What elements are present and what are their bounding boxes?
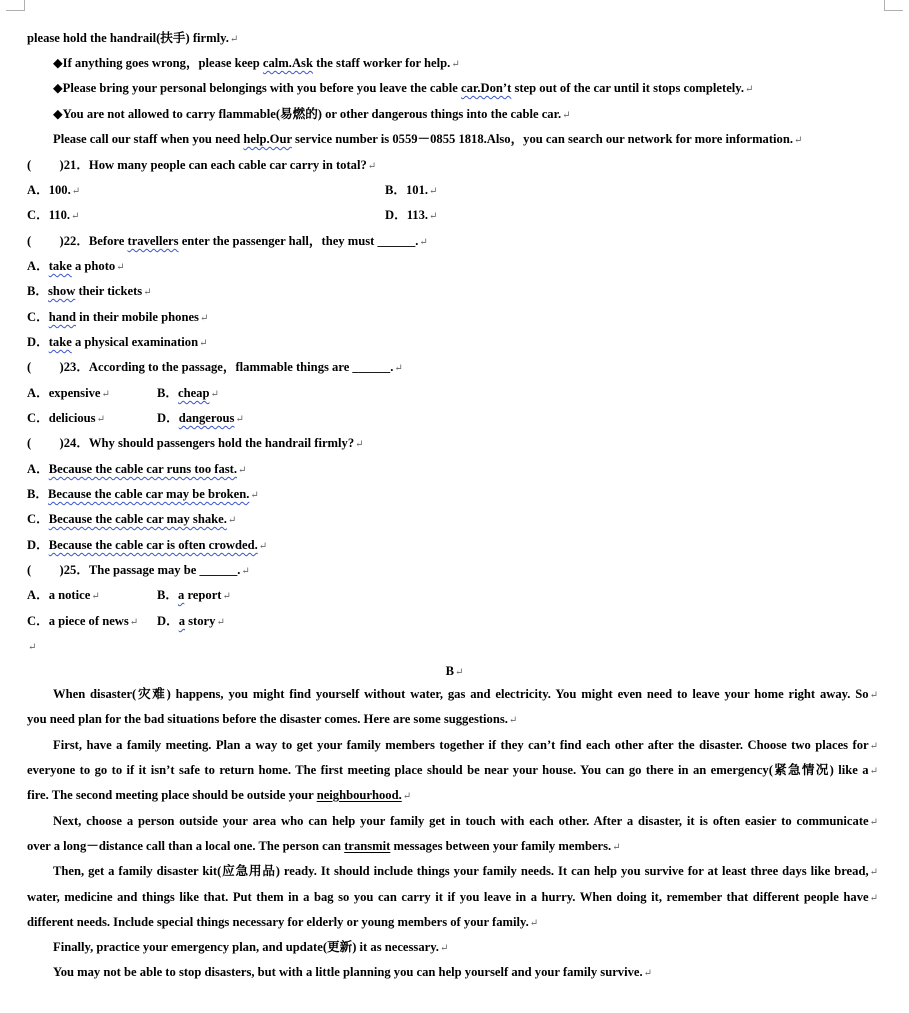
text-line: [27, 562, 250, 580]
text-line: [27, 613, 138, 631]
text-line: [53, 863, 878, 881]
text-run: Please call our staff when you need: [53, 132, 244, 146]
text-run: C．110.: [27, 208, 71, 222]
text-run: you need plan for the bad situations before the disaster comes. Here are some suggestions.: [27, 712, 508, 726]
crop-mark-left: [6, 0, 25, 11]
text-line: [27, 410, 105, 428]
text-line: [27, 914, 538, 932]
text-run: their tickets: [75, 284, 143, 298]
paragraph-mark-icon: ↵: [71, 211, 80, 222]
text-run: D．: [27, 335, 49, 349]
paragraph-mark-icon: ↵: [129, 617, 139, 628]
text-line: [53, 964, 652, 982]
text-run: cheap: [178, 386, 210, 400]
text-line: [27, 258, 125, 276]
text-run: ( )25．The passage may be ______.: [27, 563, 241, 577]
text-line: [27, 486, 259, 504]
text-run: Next, choose a person outside your area who can help your family get in touch with each other. After a disaster, it is often easier to communicate: [53, 814, 869, 828]
option-column-2: [385, 182, 437, 200]
paragraph-mark-icon: ↵: [419, 237, 428, 248]
text-run: C．: [27, 310, 49, 324]
text-run: take: [48, 335, 72, 349]
paragraph-mark-icon: ↵: [745, 84, 754, 95]
paragraph-mark-icon: ↵: [529, 918, 539, 929]
option-column-2: [157, 587, 231, 605]
text-run: a: [178, 614, 185, 628]
text-run: help.Our: [243, 132, 292, 146]
text-line: [53, 686, 878, 704]
paragraph-mark-icon: ↵: [96, 414, 105, 425]
paragraph-mark-icon: ↵: [439, 943, 449, 954]
text-run: story: [185, 614, 216, 628]
text-run: Because the cable car may shake.: [48, 512, 227, 526]
text-run: B．: [27, 487, 48, 501]
text-run: car.Don’t: [461, 81, 512, 95]
paragraph-mark-icon: ↵: [451, 59, 460, 70]
text-line: [27, 587, 100, 605]
text-run: messages between your family members.: [390, 839, 612, 853]
paragraph-mark-icon: ↵: [238, 465, 247, 476]
text-run: C．: [27, 512, 49, 526]
text-run: ◆Please bring your personal belongings with you before you leave the cable: [53, 81, 462, 95]
text-line: [27, 461, 246, 479]
text-run: B: [445, 664, 454, 678]
paragraph-mark-icon: ↵: [235, 414, 244, 425]
text-run: A．: [27, 462, 49, 476]
text-run: C．a piece of news: [27, 614, 129, 628]
text-line: [27, 182, 80, 200]
text-run: Because the cable car is often crowded.: [48, 538, 258, 552]
paragraph-mark-icon: ↵: [429, 186, 438, 197]
text-run: hand: [48, 310, 77, 324]
text-run: A．a notice: [27, 588, 91, 602]
text-line: [53, 131, 802, 149]
text-run: please hold the handrail(扶手) firmly.: [27, 31, 229, 45]
text-run: service number is 0559－0855 1818.Also，you can search our network for more information.: [291, 132, 793, 146]
text-line: [27, 309, 208, 327]
text-line: [27, 207, 79, 225]
text-run: Because the cable car may be broken.: [48, 487, 250, 501]
text-run: C．delicious: [27, 411, 96, 425]
text-line: [27, 385, 110, 403]
text-run: Finally, practice your emergency plan, and update(更新) it as necessary.: [53, 940, 439, 954]
text-run: step out of the car until it stops completely.: [511, 81, 745, 95]
text-run: ( )21．How many people can each cable car carry in total?: [27, 158, 367, 172]
text-run: A．: [27, 259, 49, 273]
option-column-2: [385, 207, 437, 225]
text-run: neighbourhood.: [316, 788, 402, 802]
text-run: report: [184, 588, 222, 602]
paragraph-mark-icon: ↵: [143, 287, 152, 298]
text-line: [53, 80, 753, 98]
paragraph-mark-icon: ↵: [869, 817, 878, 828]
paragraph-mark-icon: ↵: [241, 566, 250, 577]
paragraph-mark-icon: ↵: [562, 110, 571, 121]
paragraph-mark-icon: ↵: [367, 161, 377, 172]
option-column-2: [157, 410, 244, 428]
paragraph-mark-icon: ↵: [199, 313, 209, 324]
text-run: in their mobile phones: [76, 310, 199, 324]
text-run: ◆If anything goes wrong，please keep: [53, 56, 263, 70]
text-run: a photo: [71, 259, 116, 273]
paragraph-mark-icon: ↵: [216, 617, 225, 628]
text-run: D．: [27, 538, 49, 552]
option-column-2: [157, 385, 219, 403]
text-line: [27, 334, 208, 352]
paragraph-mark-icon: ↵: [71, 186, 81, 197]
text-run: calm.Ask: [262, 56, 313, 70]
text-run: B．: [157, 588, 178, 602]
paragraph-mark-icon: ↵: [869, 893, 878, 904]
paragraph-mark-icon: ↵: [869, 867, 878, 878]
text-run: D．113.: [385, 208, 429, 222]
text-line: [27, 435, 364, 453]
text-run: B．: [27, 284, 48, 298]
option-column-2: [157, 613, 225, 631]
crop-mark-right: [884, 0, 903, 11]
paragraph-mark-icon: ↵: [199, 338, 208, 349]
text-run: A．expensive: [27, 386, 101, 400]
text-run: B．101.: [385, 183, 429, 197]
text-run: ( )23．According to the passage，flammable things are ______.: [27, 360, 394, 374]
text-run: transmit: [344, 839, 391, 853]
text-line: [27, 157, 376, 175]
text-run: B．: [157, 386, 178, 400]
paragraph-mark-icon: ↵: [101, 389, 110, 400]
text-line: [27, 787, 411, 805]
text-line: [27, 838, 621, 856]
paragraph-mark-icon: ↵: [455, 667, 464, 678]
paragraph-mark-icon: ↵: [429, 211, 438, 222]
text-run: First, have a family meeting. Plan a way to get your family members together if they can’t find each other after the disaster. Choose two places for: [53, 738, 869, 752]
text-run: A．100.: [27, 183, 71, 197]
text-line: [53, 737, 878, 755]
text-run: different needs. Include special things necessary for elderly or young members of your family.: [27, 915, 529, 929]
paragraph-mark-icon: ↵: [869, 766, 878, 777]
text-run: ◆You are not allowed to carry flammable(易燃的) or other dangerous things into the cable car.: [53, 107, 562, 121]
text-run: take: [48, 259, 72, 273]
text-run: ( )24．Why should passengers hold the handrail firmly?: [27, 436, 355, 450]
text-line: [27, 30, 238, 48]
text-run: dangerous: [178, 411, 235, 425]
paragraph-mark-icon: ↵: [222, 591, 231, 602]
text-run: You may not be able to stop disasters, but with a little planning you can help yourself and your family survive.: [53, 965, 643, 979]
paragraph-mark-icon: ↵: [794, 135, 803, 146]
text-run: D．: [157, 614, 179, 628]
paragraph-mark-icon: ↵: [28, 642, 37, 653]
paragraph-mark-icon: ↵: [394, 363, 403, 374]
paragraph-mark-icon: ↵: [210, 389, 219, 400]
paragraph-mark-icon: ↵: [116, 262, 125, 273]
text-run: ( )22．Before: [27, 234, 128, 248]
text-line: [0, 663, 909, 681]
text-run: the staff worker for help.: [312, 56, 451, 70]
text-run: enter the passenger hall，they must ______.: [178, 234, 419, 248]
text-run: a: [178, 588, 185, 602]
paragraph-mark-icon: ↵: [869, 690, 878, 701]
text-run: travellers: [127, 234, 179, 248]
paragraph-mark-icon: ↵: [227, 515, 237, 526]
text-line: [53, 813, 878, 831]
paragraph-mark-icon: ↵: [508, 715, 518, 726]
text-run: Then, get a family disaster kit(应急用品) ready. It should include things your family needs. It can help you survive for at least three days like bread,: [53, 864, 869, 878]
text-line: [27, 762, 878, 780]
paragraph-mark-icon: ↵: [402, 791, 412, 802]
text-line: [27, 638, 36, 656]
paragraph-mark-icon: ↵: [643, 968, 653, 979]
text-line: [27, 537, 267, 555]
paragraph-mark-icon: ↵: [229, 34, 239, 45]
paragraph-mark-icon: ↵: [258, 541, 268, 552]
paragraph-mark-icon: ↵: [91, 591, 100, 602]
text-run: water, medicine and things like that. Put them in a bag so you can carry it if you leave in a hurry. When doing it, remember that different people have: [27, 890, 869, 904]
text-run: a physical examination: [71, 335, 199, 349]
text-run: When disaster(灾难) happens, you might find yourself without water, gas and electricity. You might even need to leave your home right away. So: [53, 687, 869, 701]
text-line: [53, 106, 571, 124]
text-line: [27, 711, 517, 729]
text-run: over a long－distance call than a local one. The person can: [27, 839, 345, 853]
paragraph-mark-icon: ↵: [355, 439, 364, 450]
paragraph-mark-icon: ↵: [612, 842, 621, 853]
paragraph-mark-icon: ↵: [250, 490, 259, 501]
text-run: everyone to go to if it isn’t safe to return home. The first meeting place should be near your house. You can go there in an emergency(紧急情况) like a: [27, 763, 869, 777]
text-line: [27, 233, 428, 251]
text-line: [27, 511, 236, 529]
text-run: fire. The second meeting place should be outside your: [27, 788, 317, 802]
text-line: [53, 939, 448, 957]
text-run: Because the cable car runs too fast.: [48, 462, 238, 476]
text-line: [27, 889, 878, 907]
text-line: [27, 283, 152, 301]
text-line: [53, 55, 460, 73]
paragraph-mark-icon: ↵: [869, 741, 878, 752]
text-line: [27, 359, 403, 377]
text-run: show: [48, 284, 76, 298]
text-run: D．: [157, 411, 179, 425]
